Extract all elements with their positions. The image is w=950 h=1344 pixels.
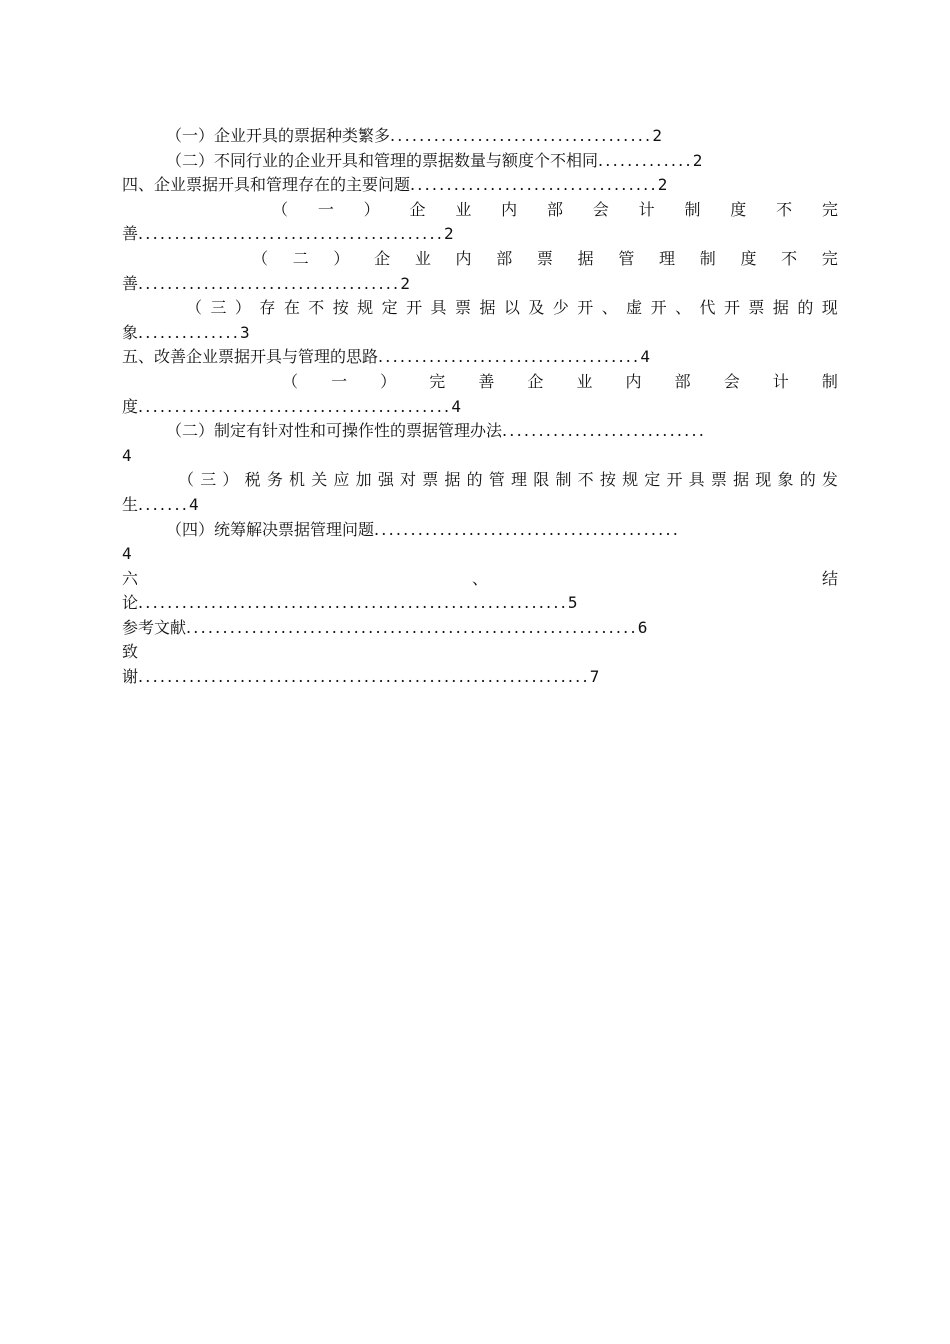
toc-title-char: 按 — [332, 298, 349, 318]
toc-entry-title-end: 生 — [122, 494, 139, 514]
toc-title-char: 务 — [266, 470, 283, 490]
toc-leader-dots: .......................................... — [374, 519, 681, 539]
toc-leader-dots: ............. — [598, 150, 693, 170]
toc-title-char: 加 — [355, 470, 372, 490]
toc-entry-first-line — [122, 468, 838, 493]
toc-title-char: 六 — [122, 568, 139, 588]
toc-title-char: 的 — [466, 470, 483, 490]
toc-page-number: 2 — [400, 273, 410, 293]
toc-title-char: 一 — [317, 199, 334, 219]
toc-title-char: 部 — [496, 248, 513, 268]
toc-title-char: 据 — [577, 248, 594, 268]
toc-title-char: 象 — [777, 470, 794, 490]
toc-title-char: 据 — [479, 298, 496, 318]
toc-entry-title: 参考文献 — [122, 617, 187, 637]
toc-title-char: 关 — [311, 470, 328, 490]
toc-title-char: 规 — [622, 470, 639, 490]
toc-title-char: 的 — [797, 298, 814, 318]
toc-entry-title-end: 谢 — [122, 667, 139, 687]
toc-title-char: 度 — [740, 248, 757, 268]
toc-entry-first-line — [122, 296, 838, 321]
toc-title-char: 限 — [533, 470, 550, 490]
toc-entry-second-line — [122, 542, 838, 567]
toc-entry — [122, 124, 838, 149]
toc-title-char: ） — [380, 371, 397, 391]
toc-leader-dots: .................................. — [410, 175, 658, 195]
toc-title-char: 、 — [601, 298, 618, 318]
toc-entry-title-end: 善 — [122, 273, 139, 293]
toc-title-char: 、 — [471, 568, 488, 588]
toc-entry-title: （四）统筹解决票据管理问题 — [166, 519, 375, 539]
toc-title-char: 以 — [503, 298, 520, 318]
toc-entry-title: 四、企业票据开具和管理存在的主要问题 — [122, 175, 411, 195]
toc-entry — [122, 149, 838, 174]
toc-page-number: 4 — [189, 494, 199, 514]
toc-title-char: 完 — [429, 371, 446, 391]
toc-title-char: 票 — [422, 470, 439, 490]
toc-leader-dots: .......................................... — [138, 224, 445, 244]
toc-title-char: 发 — [821, 470, 838, 490]
toc-title-char: 具 — [430, 298, 447, 318]
toc-title-char: 会 — [592, 199, 609, 219]
toc-title-char: （ — [252, 248, 269, 268]
toc-title-char: 不 — [577, 470, 594, 490]
toc-title-char: 现 — [821, 298, 838, 318]
toc-page-number: 2 — [657, 175, 668, 195]
toc-leader-dots: .............................................................. — [186, 617, 638, 637]
toc-leader-dots: ....... — [138, 494, 190, 514]
toc-title-char: 度 — [730, 199, 747, 219]
toc-entry — [122, 616, 838, 641]
toc-title-char: 内 — [501, 199, 518, 219]
toc-title-char: 强 — [377, 470, 394, 490]
toc-entry-second-line — [122, 444, 838, 469]
toc-entry-second-line — [122, 665, 838, 690]
toc-leader-dots: ............................ — [502, 421, 707, 441]
toc-title-char: 管 — [488, 470, 505, 490]
toc-title-char: 、 — [675, 298, 692, 318]
toc-entry — [122, 345, 838, 370]
toc-title-char: 一 — [331, 371, 348, 391]
toc-page-number: 4 — [640, 347, 650, 367]
toc-page-number: 3 — [240, 322, 250, 342]
toc-title-char: （ — [272, 199, 289, 219]
toc-title-char: 部 — [674, 371, 691, 391]
toc-title-char: 按 — [599, 470, 616, 490]
toc-entry-title-end: 善 — [122, 224, 139, 244]
toc-page-number: 5 — [567, 593, 578, 613]
toc-title-char: ） — [363, 199, 380, 219]
toc-title-char: （ — [186, 298, 203, 318]
toc-title-char: 票 — [748, 298, 765, 318]
toc-entry-second-line — [122, 493, 838, 518]
toc-title-char: 机 — [289, 470, 306, 490]
toc-title-char: 据 — [772, 298, 789, 318]
toc-title-char: 开 — [723, 298, 740, 318]
toc-entry-second-line — [122, 591, 838, 616]
toc-page-number: 4 — [122, 445, 132, 465]
toc-page-number: 7 — [589, 667, 600, 687]
toc-title-char: 税 — [244, 470, 261, 490]
toc-entry-second-line — [122, 272, 838, 297]
toc-title-char: 存 — [259, 298, 276, 318]
toc-title-char: 善 — [478, 371, 495, 391]
toc-title-char: 内 — [625, 371, 642, 391]
toc-title-char: ） — [333, 248, 350, 268]
toc-title-char: ） — [234, 298, 251, 318]
toc-entry-second-line — [122, 321, 838, 346]
table-of-contents — [122, 124, 838, 690]
toc-title-char: 业 — [414, 248, 431, 268]
toc-title-char: 定 — [381, 298, 398, 318]
toc-page-number: 6 — [637, 617, 648, 637]
toc-page-number: 4 — [451, 396, 461, 416]
toc-entry — [122, 173, 838, 198]
toc-title-char: 开 — [406, 298, 423, 318]
toc-title-char: 完 — [821, 248, 838, 268]
toc-entry-first-line — [122, 640, 838, 665]
toc-title-char: 虚 — [626, 298, 643, 318]
toc-title-char: 理 — [511, 470, 528, 490]
toc-title-char: 代 — [699, 298, 716, 318]
toc-title-char: 票 — [710, 470, 727, 490]
toc-leader-dots: ........................................................... — [138, 593, 568, 613]
toc-entry-title-end: 象 — [122, 322, 139, 342]
toc-entry-title-end: 度 — [122, 396, 139, 416]
toc-title-char: 具 — [688, 470, 705, 490]
toc-title-char: 完 — [821, 199, 838, 219]
toc-title-char: 票 — [454, 298, 471, 318]
toc-title-char: （ — [282, 371, 299, 391]
toc-title-char: 对 — [400, 470, 417, 490]
toc-title-char: 据 — [444, 470, 461, 490]
toc-title-char: 结 — [821, 568, 838, 588]
toc-title-char: 定 — [644, 470, 661, 490]
toc-title-char: 业 — [576, 371, 593, 391]
toc-title-char: 会 — [723, 371, 740, 391]
toc-entry-title: （一）企业开具的票据种类繁多 — [166, 126, 391, 145]
toc-entry-title — [178, 468, 838, 493]
toc-title-char: 二 — [292, 248, 309, 268]
toc-entry-title: 五、改善企业票据开具与管理的思路 — [122, 347, 379, 367]
toc-title-char: （ — [178, 470, 195, 490]
toc-title-char: 票 — [536, 248, 553, 268]
toc-page-number: 2 — [444, 224, 454, 244]
toc-leader-dots: .................................... — [378, 347, 641, 367]
toc-title-char: 企 — [409, 199, 426, 219]
toc-entry-first-line — [122, 247, 838, 272]
toc-entry-title-end: 论 — [122, 593, 139, 613]
toc-entry-second-line — [122, 222, 838, 247]
toc-leader-dots: .................................... — [138, 273, 401, 293]
toc-title-char: 及 — [528, 298, 545, 318]
toc-entry — [122, 518, 838, 543]
toc-title-char: 制 — [684, 199, 701, 219]
toc-title-char: 据 — [733, 470, 750, 490]
toc-entry-title: （二）制定有针对性和可操作性的票据管理办法 — [166, 421, 503, 441]
toc-title-char: 制 — [821, 371, 838, 391]
toc-leader-dots: ........................................... — [138, 396, 452, 416]
toc-title-char: 少 — [552, 298, 569, 318]
toc-entry-second-line — [122, 395, 838, 420]
toc-title-char: 制 — [555, 470, 572, 490]
toc-entry-title — [252, 247, 838, 272]
toc-title-char: 的 — [799, 470, 816, 490]
toc-leader-dots: .............................................................. — [138, 667, 590, 687]
toc-entry — [122, 419, 838, 444]
toc-page-number: 4 — [122, 544, 132, 564]
toc-title-char: 在 — [283, 298, 300, 318]
toc-title-char: 管 — [618, 248, 635, 268]
toc-title-char: 企 — [527, 371, 544, 391]
toc-title-char: 开 — [666, 470, 683, 490]
toc-title-char: 开 — [650, 298, 667, 318]
toc-entry-title — [282, 370, 838, 395]
toc-entry-first-line — [122, 198, 838, 223]
toc-entry-title — [122, 567, 838, 592]
toc-page-number: 2 — [652, 126, 662, 145]
toc-title-char: 企 — [374, 248, 391, 268]
toc-leader-dots: .............. — [138, 322, 241, 342]
toc-title-char: 制 — [699, 248, 716, 268]
toc-title-char: 开 — [577, 298, 594, 318]
toc-title-char: 不 — [781, 248, 798, 268]
toc-title-char: ） — [222, 470, 239, 490]
toc-title-char: 理 — [659, 248, 676, 268]
toc-entry-first-line — [122, 567, 838, 592]
toc-entry-title — [272, 198, 838, 223]
toc-leader-dots: .................................... — [390, 126, 653, 145]
toc-entry-title: 致 — [122, 642, 139, 662]
toc-title-char: 三 — [200, 470, 217, 490]
toc-entry-title: （二）不同行业的企业开具和管理的票据数量与额度个不相同 — [166, 150, 599, 170]
toc-title-char: 部 — [546, 199, 563, 219]
toc-entry-first-line — [122, 370, 838, 395]
toc-title-char: 不 — [308, 298, 325, 318]
toc-title-char: 规 — [357, 298, 374, 318]
toc-title-char: 计 — [772, 371, 789, 391]
toc-entry-title — [186, 296, 838, 321]
toc-title-char: 业 — [455, 199, 472, 219]
toc-title-char: 计 — [638, 199, 655, 219]
toc-title-char: 应 — [333, 470, 350, 490]
toc-title-char: 现 — [755, 470, 772, 490]
toc-title-char: 内 — [455, 248, 472, 268]
toc-title-char: 不 — [776, 199, 793, 219]
toc-page-number: 2 — [692, 150, 703, 170]
toc-title-char: 三 — [210, 298, 227, 318]
